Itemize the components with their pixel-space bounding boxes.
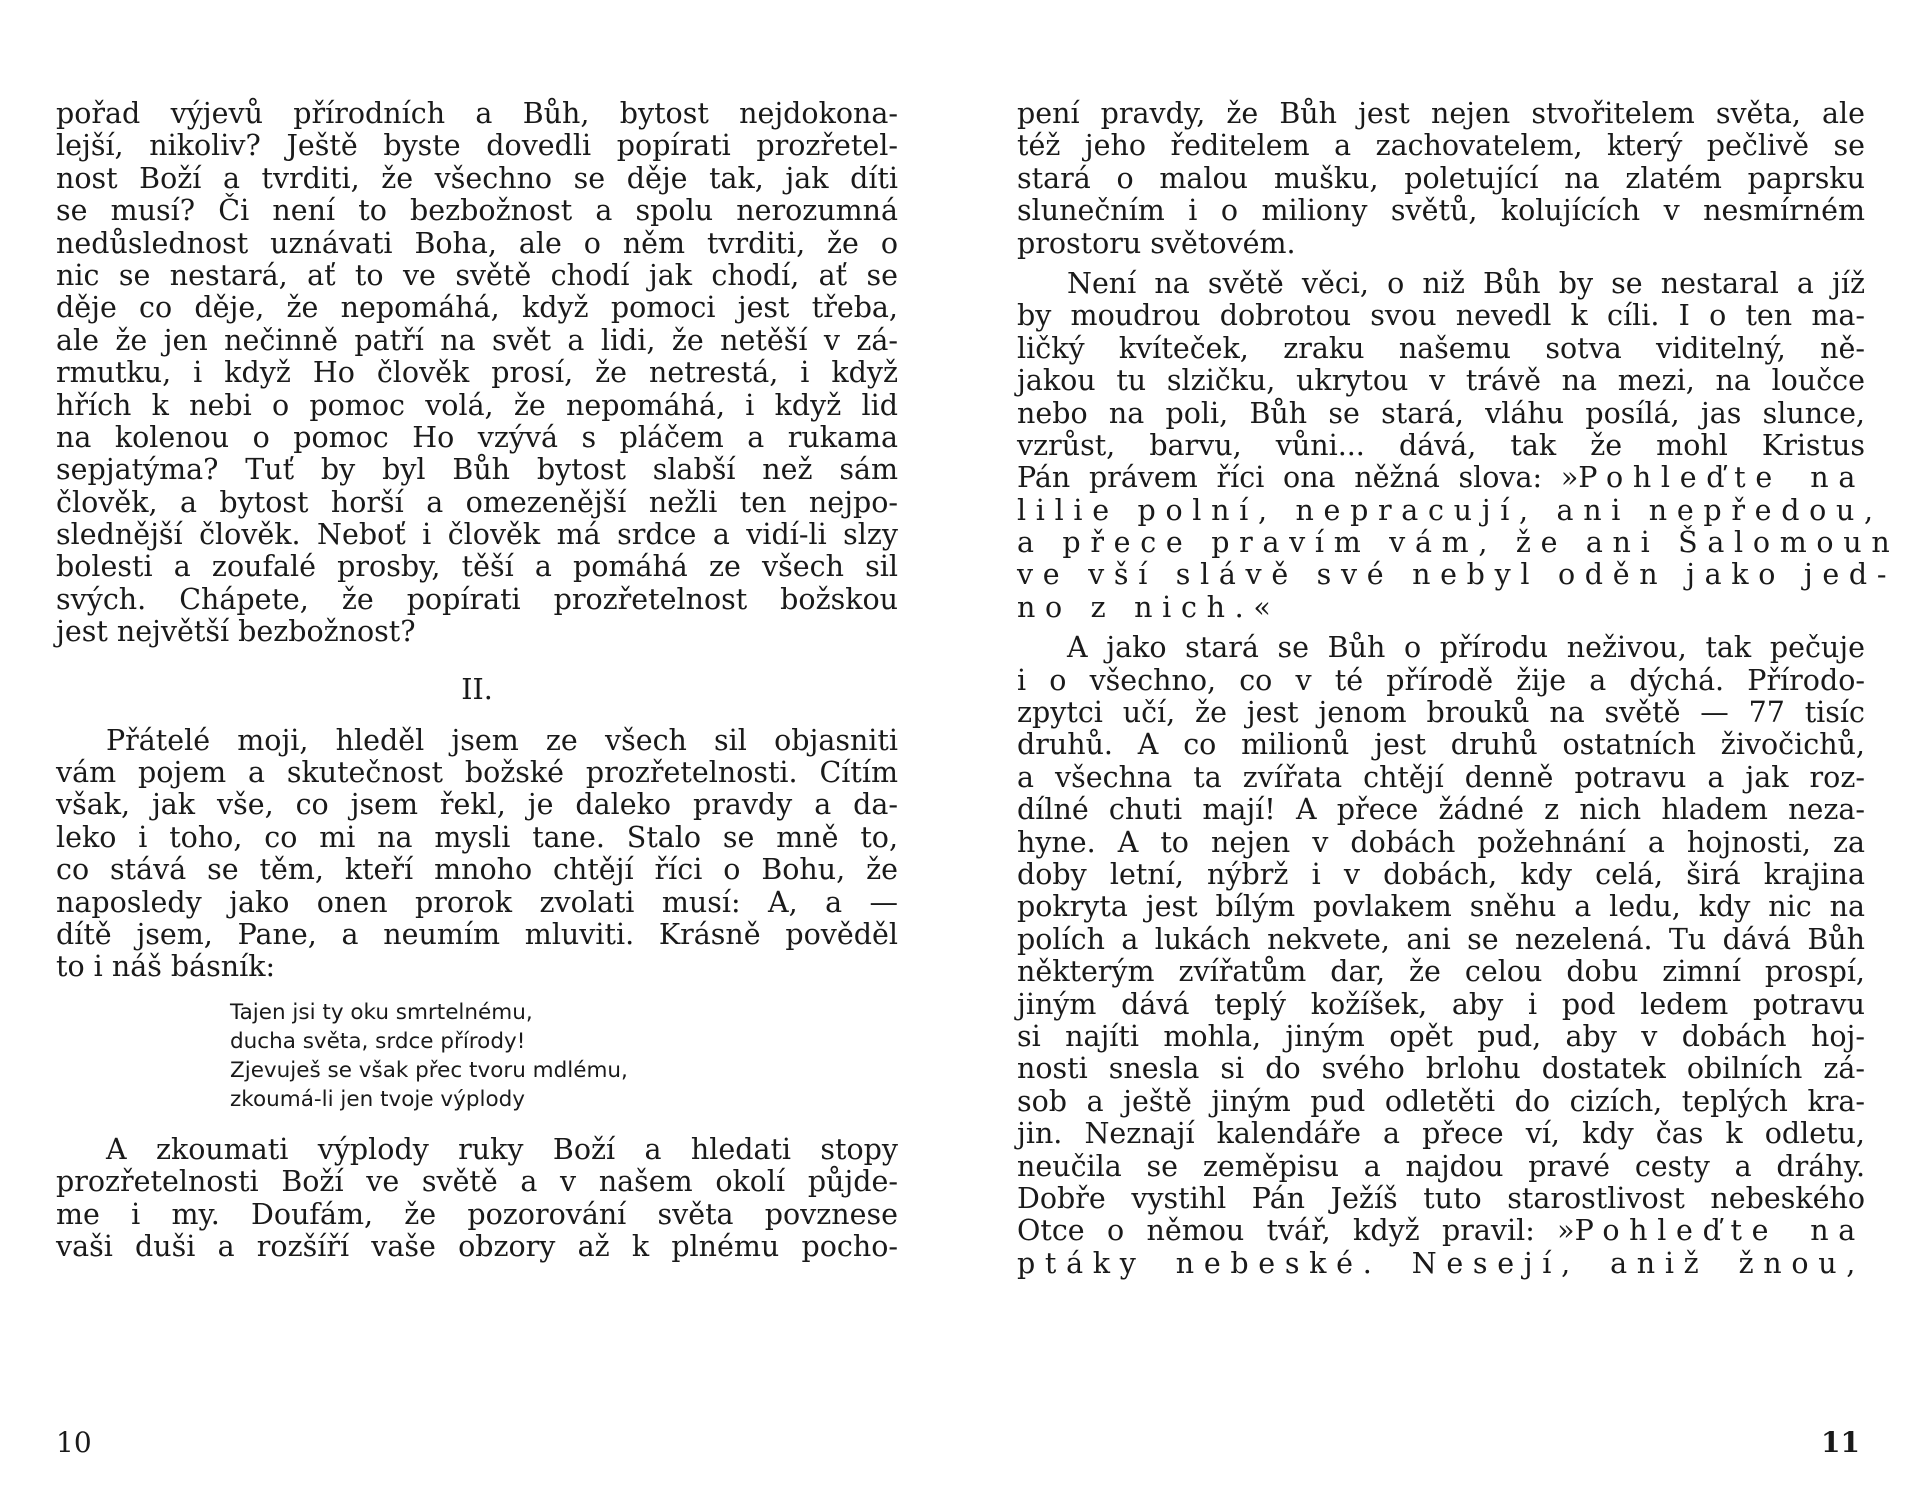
text-line: neučila se zeměpisu a najdou pravé cesty a dráhy. — [1017, 1149, 1865, 1183]
text-line: nedůslednost uznávati Boha, ale o něm tvrditi, že o — [56, 226, 898, 260]
paragraph-3 — [1017, 632, 1865, 1280]
text-line: Přátelé moji, hleděl jsem ze všech sil objasniti — [106, 723, 898, 757]
page-number: 11 — [1821, 1426, 1860, 1459]
text-line — [1017, 1215, 1865, 1247]
text-line: svých. Chápete, že popírati prozřetelnost božskou — [56, 582, 898, 616]
text-line: hřích k nebi o pomoc volá, že nepomáhá, i když lid — [56, 388, 898, 422]
text-line: jin. Neznají kalendáře a přece ví, kdy čas k odletu, — [1017, 1117, 1865, 1151]
text-line: slunečním i o miliony světů, kolujících v nesmírném — [1017, 194, 1865, 228]
text-line: dítě jsem, Pane, a neumím mluviti. Krásně pověděl — [56, 917, 898, 951]
text-line: však, jak vše, co jsem řekl, je daleko pravdy a da- — [56, 788, 898, 822]
text-line: zpytci učí, že jest jenom brouků na světě — 77 tisíc — [1017, 696, 1865, 730]
text-line: hyne. A to nejen v dobách požehnání a hojnosti, za — [1017, 825, 1865, 859]
right-text-column — [1017, 97, 1900, 1280]
text-line: druhů. A co milionů jest druhů ostatních živočichů, — [1017, 728, 1865, 762]
text-line: by moudrou dobrotou svou nevedl k cíli. I o ten ma- — [1017, 299, 1865, 333]
text-line: na kolenou o pomoc Ho vzývá s pláčem a rukama — [56, 420, 898, 454]
text-line: doby letní, nýbrž i v dobách, kdy celá, širá krajina — [1017, 857, 1865, 891]
text-line: sepjatýma? Tuť by byl Bůh bytost slabší než sám — [56, 453, 898, 487]
text-line: si najíti mohla, jiným opět pud, aby v dobách hoj- — [1017, 1019, 1865, 1053]
text-line: člověk, a bytost horší a omezenější nežli ten nejpo- — [56, 485, 898, 519]
paragraph-2 — [1017, 266, 1900, 624]
paragraph-3 — [56, 1134, 898, 1264]
text-line: děje co děje, že nepomáhá, když pomoci jest třeba, — [56, 291, 898, 325]
verse-line: ducha světa, srdce přírody! — [230, 1028, 526, 1054]
text-line: A jako stará se Bůh o přírodu neživou, tak pečuje — [1067, 631, 1865, 665]
text-line: prostoru světovém. — [1017, 226, 1296, 260]
text-fragment: Otce o němou tvář, když pravil: » — [1017, 1214, 1575, 1248]
text-line: též jeho ředitelem a zachovatelem, který pečlivě se — [1017, 129, 1865, 163]
text-line: pení pravdy, že Bůh jest nejen stvořitelem světa, ale — [1017, 97, 1865, 130]
text-line: nosti snesla si do svého brlohu dostatek obilních zá- — [1017, 1052, 1865, 1086]
text-line: a všechna ta zvířata chtějí denně potravu a jak roz- — [1017, 760, 1865, 794]
paragraph-1 — [56, 98, 898, 649]
text-line: se musí? Či není to bezbožnost a spolu nerozumná — [56, 194, 898, 228]
text-line: některým zvířatům dar, že celou dobu zimní prospí, — [1017, 955, 1865, 989]
verse-line: zkoumá-li jen tvoje výplody — [230, 1086, 526, 1112]
text-line: Dobře vystihl Pán Ježíš tuto starostlivost nebeského — [1017, 1181, 1865, 1215]
page-number: 10 — [56, 1426, 92, 1459]
text-line: bolesti a zoufalé prosby, těší a pomáhá ze všech sil — [56, 550, 898, 584]
text-line: pořad výjevů přírodních a Bůh, bytost nejdokona- — [56, 97, 898, 130]
text-line: lejší, nikoliv? Ještě byste dovedli popírati prozřetel- — [56, 129, 898, 163]
text-line: vzrůst, barvu, vůni... dává, tak že mohl Kristus — [1017, 428, 1865, 462]
spaced-quote-line: a přece pravím vám, že ani Šalomoun — [1017, 526, 1900, 560]
spaced-quote-line: ve vší slávě své nebyl oděn jako jed- — [1017, 558, 1897, 592]
text-line: polích a lukách nekvete, ani se nezelená. Tu dává Bůh — [1017, 922, 1865, 956]
text-line: jest největší bezbožnost? — [56, 615, 416, 649]
text-line: me i my. Doufám, že pozorování světa povznese — [56, 1197, 898, 1231]
text-line: sob a ještě jiným pud odletěti do cizích, teplých kra- — [1017, 1084, 1865, 1118]
text-line: nebo na poli, Bůh se stará, vláhu posílá, jas slunce, — [1017, 396, 1865, 430]
text-line: nic se nestará, ať to ve světě chodí jak chodí, ať se — [56, 258, 898, 292]
text-line: to i náš básník: — [56, 950, 276, 984]
text-line: pokryta jest bílým povlakem sněhu a ledu, kdy nic na — [1017, 890, 1865, 924]
text-line: jiným dává teplý kožíšek, aby i pod ledem potravu — [1017, 987, 1865, 1021]
verse-line: Zjevuješ se však přec tvoru mdlému, — [230, 1057, 628, 1083]
text-line: naposledy jako onen prorok zvolati musí: A, a — — [56, 885, 898, 919]
text-line: vaši duši a rozšíří vaše obzory až k plnému pocho- — [56, 1229, 898, 1263]
text-line: ale že jen nečinně patří na svět a lidi, že netěší v zá- — [56, 323, 898, 357]
poem-quote — [230, 998, 898, 1114]
spaced-quote-line: ptáky nebeské. Nesejí, aniž žnou, — [1017, 1246, 1865, 1280]
text-line: leko i toho, co mi na mysli tane. Stalo se mně to, — [56, 820, 898, 854]
left-text-column — [56, 98, 898, 1263]
text-line: jakou tu slzičku, ukrytou v trávě na mezi, na loučce — [1017, 364, 1865, 398]
section-heading: II. — [461, 672, 493, 706]
right-page — [953, 0, 1906, 1500]
text-line: dílné chuti mají! A přece žádné z nich hladem neza- — [1017, 793, 1865, 827]
text-line: slednější člověk. Neboť i člověk má srdce a vidí-li slzy — [56, 518, 898, 552]
text-fragment: Pán právem říci ona něžná slova: » — [1017, 461, 1579, 495]
paragraph-1 — [1017, 98, 1865, 260]
text-line: nost Boží a tvrditi, že všechno se děje tak, jak díti — [56, 161, 898, 195]
text-line: Není na světě věci, o niž Bůh by se nestaral a jíž — [1067, 266, 1865, 300]
text-line: rmutku, i když Ho člověk prosí, že netrestá, i když — [56, 356, 898, 390]
text-line: prozřetelnosti Boží ve světě a v našem okolí půjde- — [56, 1165, 898, 1199]
spaced-quote-line: lilie polní, nepracují, ani nepředou, — [1017, 493, 1883, 527]
verse-line: Tajen jsi ty oku smrtelnému, — [230, 999, 533, 1025]
spaced-quote: Pohleďte na — [1574, 1214, 1865, 1248]
text-line: i o všechno, co v té přírodě žije a dýchá. Přírodo- — [1017, 663, 1865, 697]
paragraph-2 — [56, 725, 898, 984]
text-line: ličký kvíteček, zraku našemu sotva viditelný, ně- — [1017, 331, 1865, 365]
text-line: vám pojem a skutečnost božské prozřetelnosti. Cítím — [56, 756, 898, 790]
text-line — [1017, 462, 1865, 494]
text-line: co stává se těm, kteří mnoho chtějí říci o Bohu, že — [56, 853, 898, 887]
spaced-quote-line: no z nich.« — [1017, 590, 1281, 624]
text-line: stará o malou mušku, poletující na zlatém paprsku — [1017, 161, 1865, 195]
spaced-quote: Pohleďte na — [1578, 461, 1866, 495]
text-line: A zkoumati výplody ruky Boží a hledati stopy — [106, 1132, 898, 1166]
